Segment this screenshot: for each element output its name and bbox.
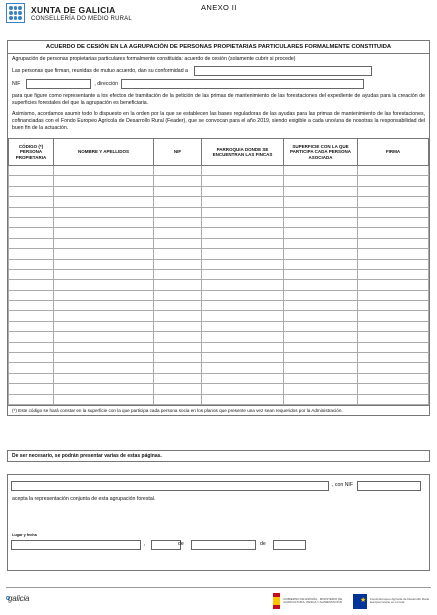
table-cell[interactable] [9,321,54,331]
table-row [9,238,429,248]
nif-address-row [12,79,425,89]
table-cell[interactable] [284,384,358,394]
table-cell[interactable] [54,207,154,217]
table-cell[interactable] [358,332,429,342]
table-cell[interactable] [202,269,284,279]
table-cell[interactable] [9,373,54,383]
table-cell[interactable] [284,373,358,383]
table-cell[interactable] [9,249,54,259]
eu-logo [353,590,431,612]
address-field[interactable] [121,79,364,89]
form-body [8,54,429,138]
form-title: ACUERDO DE CESIÓN EN LA AGRUPACIÓN DE PERSONAS PROPIETARIAS PARTICULARES FORMALMENTE CONSTITUIDA [8,41,429,54]
representative-name-field[interactable] [194,66,372,76]
table-cell[interactable] [54,238,154,248]
table-cell[interactable] [154,197,202,207]
table-cell[interactable] [9,311,54,321]
table-cell[interactable] [358,207,429,217]
column-header: FIRMA [358,139,429,166]
table-cell[interactable] [9,280,54,290]
table-row [9,228,429,238]
table-cell[interactable] [284,280,358,290]
table-cell[interactable] [202,259,284,269]
table-cell[interactable] [202,166,284,176]
table-cell[interactable] [358,373,429,383]
table-cell[interactable] [9,259,54,269]
day-field[interactable] [151,540,181,550]
table-cell[interactable] [9,186,54,196]
table-cell[interactable] [202,394,284,404]
org-subtitle: CONSELLERÍA DO MEDIO RURAL [31,16,132,22]
table-cell[interactable] [358,166,429,176]
table-cell[interactable] [202,280,284,290]
table-cell[interactable] [54,290,154,300]
comma-sep: , [144,541,146,547]
table-cell[interactable] [202,301,284,311]
table-row [9,280,429,290]
table-cell[interactable] [54,197,154,207]
table-cell[interactable] [154,373,202,383]
table-cell[interactable] [54,269,154,279]
column-header: PARROQUIA DONDE SE ENCUENTRAN LAS FINCAS [202,139,284,166]
with-nif-label: , con NIF [332,482,354,488]
table-cell[interactable] [154,394,202,404]
table-row [9,311,429,321]
table-cell[interactable] [9,207,54,217]
table-cell[interactable] [358,269,429,279]
table-cell[interactable] [54,280,154,290]
table-cell[interactable] [54,166,154,176]
address-label: , dirección [94,80,119,87]
table-cell[interactable] [358,384,429,394]
table-cell[interactable] [9,353,54,363]
spain-flag-icon [273,593,280,609]
eu-flag-icon [353,594,367,609]
table-cell[interactable] [9,384,54,394]
table-row [9,301,429,311]
table-cell[interactable] [358,321,429,331]
page-header [6,3,431,25]
table-cell[interactable] [54,176,154,186]
table-cell[interactable] [9,238,54,248]
spain-gov-text: GOBIERNO DE ESPAÑA · MINISTERIO DE AGRICULTURA, PESCA Y ALIMENTACIÓN [283,596,343,604]
table-cell[interactable] [284,238,358,248]
table-row [9,342,429,352]
table-cell[interactable] [202,249,284,259]
table-cell[interactable] [9,290,54,300]
table-cell[interactable] [154,228,202,238]
galicia-logo: galicia [8,594,30,603]
column-header: CÓDIGO (*) PERSONA PROPIETARIA [9,139,54,166]
table-cell[interactable] [284,394,358,404]
table-cell[interactable] [202,321,284,331]
table-cell[interactable] [202,311,284,321]
table-cell[interactable] [54,301,154,311]
table-row [9,363,429,373]
table-cell[interactable] [284,166,358,176]
table-cell[interactable] [54,259,154,269]
signers-row [12,66,425,76]
more-pages-note: De ser necesario, se podrán presentar varias de estas páginas. [7,450,430,462]
table-cell[interactable] [9,269,54,279]
table-cell[interactable] [9,394,54,404]
table-cell[interactable] [202,384,284,394]
acceptance-nif-field[interactable] [357,481,421,491]
table-footnote: (*) Este código se hará constar en la superficie con la que participa cada persona socia en los planos que presente una vez sean requeridos por la Administración. [8,405,429,415]
table-cell[interactable] [358,353,429,363]
table-cell[interactable] [284,207,358,217]
column-header: NIF [154,139,202,166]
table-cell[interactable] [154,384,202,394]
agreement-form [7,40,430,416]
xunta-logo-icon [6,3,25,23]
table-row [9,249,429,259]
org-name: XUNTA DE GALICIA [31,5,116,15]
table-row [9,373,429,383]
table-cell[interactable] [154,353,202,363]
table-cell[interactable] [202,363,284,373]
representation-paragraph: para que figure como representante a los efectos de tramitación de la petición de las primas de mantenimiento de las forestaciones del expediente de ayudas para la creación de superficies forestales del que la agrupación es beneficiaria. [12,93,425,106]
table-row [9,290,429,300]
eu-text: Fondo Europeo Agrícola de Desarrollo Rural · Europa invierte en el rural [369,596,431,604]
table-cell[interactable] [54,342,154,352]
table-cell[interactable] [154,332,202,342]
table-cell[interactable] [202,373,284,383]
table-cell[interactable] [9,363,54,373]
table-cell[interactable] [358,290,429,300]
month-field[interactable] [191,540,256,550]
column-header: SUPERFICIE CON LA QUE PARTICIPA CADA PERSONA ASOCIADA [284,139,358,166]
table-cell[interactable] [358,259,429,269]
de-label-2: de [260,541,266,547]
annex-label: ANEXO II [201,3,237,12]
table-cell[interactable] [154,363,202,373]
table-cell[interactable] [358,238,429,248]
table-row [9,207,429,217]
table-cell[interactable] [154,342,202,352]
table-row [9,186,429,196]
table-cell[interactable] [358,186,429,196]
table-cell[interactable] [284,269,358,279]
table-cell[interactable] [358,280,429,290]
table-cell[interactable] [284,197,358,207]
table-cell[interactable] [154,311,202,321]
table-cell[interactable] [202,238,284,248]
table-cell[interactable] [54,373,154,383]
table-cell[interactable] [202,217,284,227]
table-cell[interactable] [358,342,429,352]
table-cell[interactable] [54,249,154,259]
place-date-label: Lugar y fecha [12,533,37,537]
table-cell[interactable] [202,176,284,186]
table-cell[interactable] [9,197,54,207]
table-row [9,332,429,342]
table-cell[interactable] [154,238,202,248]
table-cell[interactable] [9,166,54,176]
table-cell[interactable] [202,353,284,363]
accept-text: acepta la representación conjunta de esta agrupación forestal. [12,496,156,502]
owners-table [8,138,429,405]
table-cell[interactable] [154,269,202,279]
table-cell[interactable] [202,197,284,207]
table-cell[interactable] [358,301,429,311]
year-field[interactable] [273,540,306,550]
table-cell[interactable] [284,363,358,373]
table-row [9,176,429,186]
table-cell[interactable] [154,249,202,259]
table-cell[interactable] [9,342,54,352]
table-cell[interactable] [284,249,358,259]
table-cell[interactable] [54,353,154,363]
de-label-1: de [178,541,184,547]
table-cell[interactable] [284,259,358,269]
table-row [9,269,429,279]
table-cell[interactable] [202,290,284,300]
signers-label: Las personas que firman, reunidas de mutuo acuerdo, dan su conformidad a [12,67,188,74]
table-row [9,259,429,269]
table-cell[interactable] [54,394,154,404]
table-cell[interactable] [358,311,429,321]
table-cell[interactable] [154,176,202,186]
nif-label: NIF [12,80,21,87]
footer-divider [6,587,431,588]
acceptance-section [7,474,430,571]
table-cell[interactable] [358,363,429,373]
table-row [9,321,429,331]
table-cell[interactable] [284,353,358,363]
table-row [9,217,429,227]
table-cell[interactable] [284,176,358,186]
table-cell[interactable] [358,176,429,186]
table-cell[interactable] [202,186,284,196]
table-cell[interactable] [202,228,284,238]
table-cell[interactable] [358,228,429,238]
table-cell[interactable] [54,311,154,321]
table-cell[interactable] [9,332,54,342]
table-cell[interactable] [154,290,202,300]
table-row [9,353,429,363]
nif-field[interactable] [26,79,91,89]
place-field[interactable] [11,540,141,550]
table-cell[interactable] [284,332,358,342]
table-cell[interactable] [154,301,202,311]
table-row [9,394,429,404]
table-cell[interactable] [358,249,429,259]
table-cell[interactable] [358,394,429,404]
table-cell[interactable] [9,228,54,238]
table-cell[interactable] [154,166,202,176]
column-header: NOMBRE Y APELLIDOS [54,139,154,166]
table-row [9,166,429,176]
table-row [9,384,429,394]
table-cell[interactable] [154,186,202,196]
table-cell[interactable] [54,217,154,227]
table-cell[interactable] [54,332,154,342]
table-cell[interactable] [9,176,54,186]
table-cell[interactable] [202,332,284,342]
table-cell[interactable] [284,290,358,300]
table-cell[interactable] [54,363,154,373]
spain-gov-logo [273,590,345,612]
table-cell[interactable] [54,384,154,394]
table-cell[interactable] [202,342,284,352]
table-cell[interactable] [284,228,358,238]
table-cell[interactable] [202,207,284,217]
table-cell[interactable] [154,259,202,269]
table-cell[interactable] [9,217,54,227]
table-header-row [9,139,429,166]
table-cell[interactable] [284,217,358,227]
table-cell[interactable] [54,186,154,196]
table-cell[interactable] [284,321,358,331]
table-cell[interactable] [284,311,358,321]
table-cell[interactable] [54,321,154,331]
table-cell[interactable] [54,228,154,238]
table-cell[interactable] [358,217,429,227]
table-cell[interactable] [9,301,54,311]
table-cell[interactable] [154,207,202,217]
table-cell[interactable] [154,280,202,290]
table-cell[interactable] [154,217,202,227]
table-cell[interactable] [284,186,358,196]
obligation-paragraph: Asimismo, acordamos asumir todo lo dispuesto en la orden por la que se establecen las bases reguladoras de las ayudas para las primas de mantenimiento de las forestaciones, cofinanciadas con el Fondo Europeo Agrícola de Desarrollo Rural (Feader), que se convocan para el año 2019, siendo exigible a cada uno/una de nosotras la responsabilidad del buen fin de la actuación. [12,111,425,131]
table-row [9,197,429,207]
table-cell[interactable] [284,301,358,311]
group-label: Agrupación de personas propietarias particulares formalmente constituida: acuerdo de cesión (solamente cubrir si procede) [12,56,296,62]
table-cell[interactable] [358,197,429,207]
table-cell[interactable] [284,342,358,352]
table-cell[interactable] [154,321,202,331]
representative-acceptance-field[interactable] [11,481,329,491]
